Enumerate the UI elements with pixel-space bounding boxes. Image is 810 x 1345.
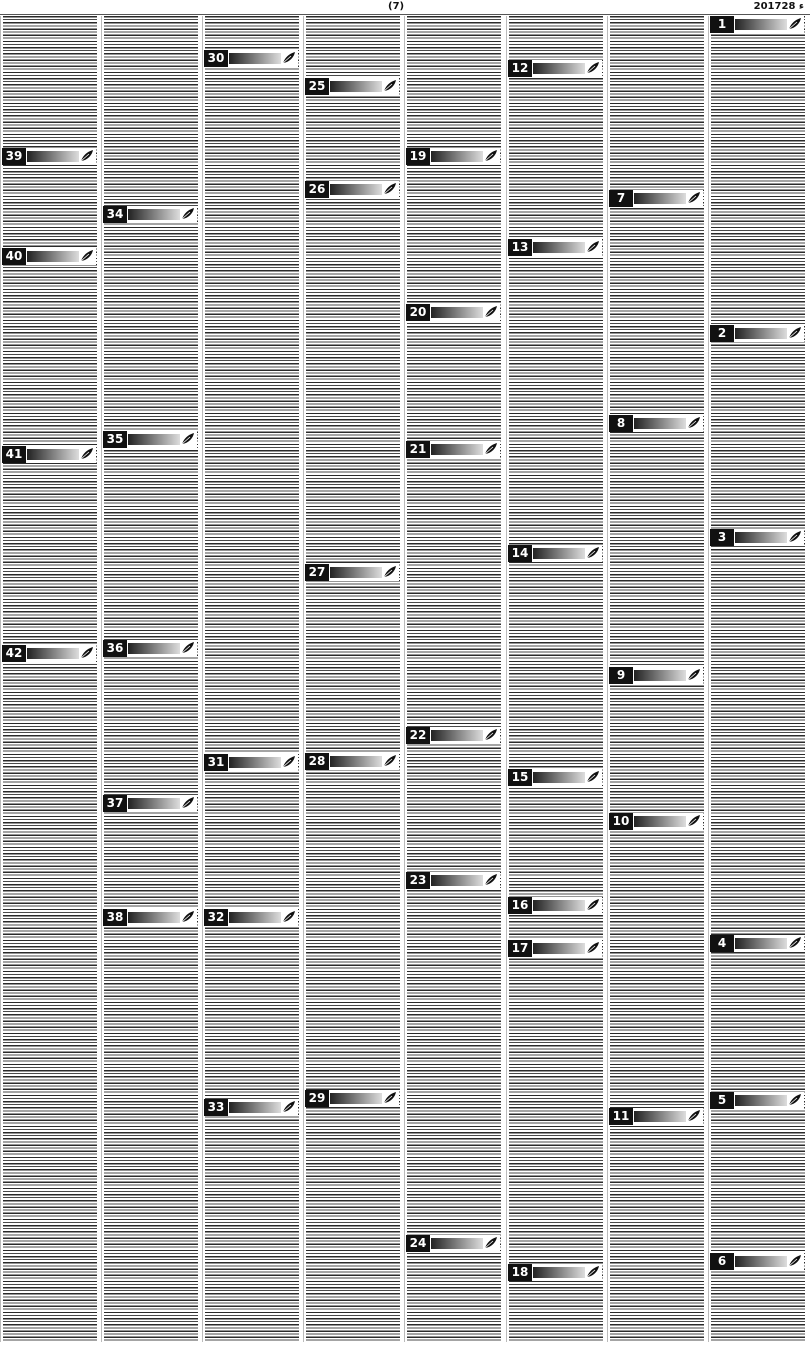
gradient-bar [634,1111,686,1122]
gradient-bar [27,449,79,460]
gradient-bar [229,757,281,768]
ad-number-block [2,645,96,662]
ad-number: 17 [508,940,532,957]
gradient-bar [533,772,585,783]
gradient-bar [735,1256,787,1267]
ad-number-block [609,1108,703,1125]
leaf-icon [788,17,802,31]
ad-number: 7 [609,190,633,207]
ad-number-block [2,248,96,265]
leaf-icon [383,565,397,579]
gradient-bar [229,912,281,923]
leaf-icon [282,910,296,924]
column-text [306,16,400,1342]
ad-number: 21 [406,441,430,458]
gradient-bar [634,418,686,429]
column-6 [506,16,605,1342]
leaf-icon [80,249,94,263]
leaf-icon [586,1265,600,1279]
ad-number-block [508,940,602,957]
gradient-bar [431,307,483,318]
ad-number-block [508,239,602,256]
ad-number-block [710,1092,804,1109]
ad-number-block [305,181,399,198]
ad-number-block [103,640,197,657]
ad-number: 16 [508,897,532,914]
leaf-icon [484,1236,498,1250]
ad-number: 33 [204,1099,228,1116]
ad-number: 42 [2,645,26,662]
gradient-bar [330,81,382,92]
leaf-icon [586,240,600,254]
leaf-icon [383,182,397,196]
ad-number-block [609,667,703,684]
gradient-bar [27,648,79,659]
column-8 [708,16,807,1342]
leaf-icon [282,755,296,769]
ad-number: 8 [609,415,633,432]
ad-number: 12 [508,60,532,77]
leaf-icon [383,1091,397,1105]
gradient-bar [634,816,686,827]
ad-number: 3 [710,529,734,546]
column-3 [202,16,301,1342]
ad-number-block [204,754,298,771]
leaf-icon [586,898,600,912]
ad-number: 31 [204,754,228,771]
ad-number-block [103,909,197,926]
ad-number-block [204,909,298,926]
leaf-icon [586,770,600,784]
ad-number-block [406,872,500,889]
gradient-bar [330,567,382,578]
ad-number: 38 [103,909,127,926]
ad-number: 11 [609,1108,633,1125]
leaf-icon [80,149,94,163]
ad-number-block [406,304,500,321]
ad-number: 41 [2,446,26,463]
leaf-icon [80,447,94,461]
gradient-bar [533,548,585,559]
gradient-bar [330,756,382,767]
leaf-icon [788,530,802,544]
ad-number: 39 [2,148,26,165]
gradient-bar [431,444,483,455]
gradient-bar [128,434,180,445]
leaf-icon [181,207,195,221]
ad-number: 27 [305,564,329,581]
ad-number-block [710,1253,804,1270]
leaf-icon [484,442,498,456]
ad-number: 24 [406,1235,430,1252]
ad-number-block [609,813,703,830]
ad-number-block [2,148,96,165]
ad-number-block [305,753,399,770]
leaf-icon [181,432,195,446]
leaf-icon [586,941,600,955]
leaf-icon [788,326,802,340]
leaf-icon [586,61,600,75]
ad-number: 35 [103,431,127,448]
leaf-icon [484,149,498,163]
issue-date: 2017ء 28 [753,1,804,12]
gradient-bar [533,63,585,74]
leaf-icon [181,796,195,810]
leaf-icon [484,873,498,887]
ad-number: 36 [103,640,127,657]
ad-number: 15 [508,769,532,786]
gradient-bar [128,912,180,923]
ad-number-block [710,529,804,546]
ad-number-block [710,935,804,952]
ad-number-block [710,325,804,342]
gradient-bar [229,1102,281,1113]
ad-number-block [305,78,399,95]
page-header [0,0,810,15]
ad-number-block [508,60,602,77]
ad-number: 6 [710,1253,734,1270]
ad-number-block [406,1235,500,1252]
column-2 [101,16,200,1342]
ad-number: 2 [710,325,734,342]
ad-number-block [508,545,602,562]
ad-number: 13 [508,239,532,256]
column-5 [404,16,503,1342]
gradient-bar [431,1238,483,1249]
gradient-bar [330,184,382,195]
leaf-icon [80,646,94,660]
ad-number: 1 [710,16,734,33]
gradient-bar [27,151,79,162]
column-text [3,16,97,1342]
gradient-bar [735,938,787,949]
gradient-bar [735,532,787,543]
column-text [407,16,501,1342]
ad-number-block [710,16,804,33]
gradient-bar [533,900,585,911]
gradient-bar [533,242,585,253]
ad-number-block [103,206,197,223]
gradient-bar [431,151,483,162]
ad-number: 10 [609,813,633,830]
column-text [711,16,805,1342]
ad-number-block [204,1099,298,1116]
leaf-icon [687,416,701,430]
leaf-icon [282,51,296,65]
page-number: (7) [388,1,405,12]
ad-number-block [103,431,197,448]
leaf-icon [484,305,498,319]
gradient-bar [229,53,281,64]
leaf-icon [383,79,397,93]
leaf-icon [687,1109,701,1123]
ad-number-block [2,446,96,463]
ad-number-block [305,564,399,581]
leaf-icon [181,910,195,924]
ad-number: 23 [406,872,430,889]
gradient-bar [634,670,686,681]
ad-number: 32 [204,909,228,926]
ad-number-block [406,727,500,744]
gradient-bar [735,19,787,30]
column-4 [303,16,402,1342]
leaf-icon [687,814,701,828]
ad-number-block [508,1264,602,1281]
ad-number-block [406,148,500,165]
ad-number: 34 [103,206,127,223]
gradient-bar [431,730,483,741]
ad-number: 26 [305,181,329,198]
ad-number: 25 [305,78,329,95]
gradient-bar [634,193,686,204]
leaf-icon [788,936,802,950]
gradient-bar [431,875,483,886]
gradient-bar [128,798,180,809]
leaf-icon [687,191,701,205]
ad-number: 9 [609,667,633,684]
gradient-bar [128,643,180,654]
ad-number: 22 [406,727,430,744]
leaf-icon [788,1254,802,1268]
ad-number: 4 [710,935,734,952]
gradient-bar [533,943,585,954]
ad-number-block [508,769,602,786]
ad-number: 20 [406,304,430,321]
ad-number-block [103,795,197,812]
leaf-icon [181,641,195,655]
leaf-icon [484,728,498,742]
ad-number: 14 [508,545,532,562]
ad-number: 5 [710,1092,734,1109]
ad-number-block [609,415,703,432]
gradient-bar [128,209,180,220]
ad-number-block [508,897,602,914]
leaf-icon [788,1093,802,1107]
ad-number: 30 [204,50,228,67]
gradient-bar [735,328,787,339]
ad-number-block [204,50,298,67]
ad-number-block [406,441,500,458]
leaf-icon [586,546,600,560]
gradient-bar [735,1095,787,1106]
leaf-icon [383,754,397,768]
ad-number: 29 [305,1090,329,1107]
column-1 [0,16,99,1342]
ad-number: 18 [508,1264,532,1281]
gradient-bar [330,1093,382,1104]
column-text [205,16,299,1342]
leaf-icon [687,668,701,682]
ad-number: 37 [103,795,127,812]
ad-number-block [609,190,703,207]
gradient-bar [27,251,79,262]
column-text [509,16,603,1342]
ad-number-block [305,1090,399,1107]
leaf-icon [282,1100,296,1114]
gradient-bar [533,1267,585,1278]
ad-number: 28 [305,753,329,770]
column-7 [607,16,706,1342]
ad-number: 19 [406,148,430,165]
ad-number: 40 [2,248,26,265]
